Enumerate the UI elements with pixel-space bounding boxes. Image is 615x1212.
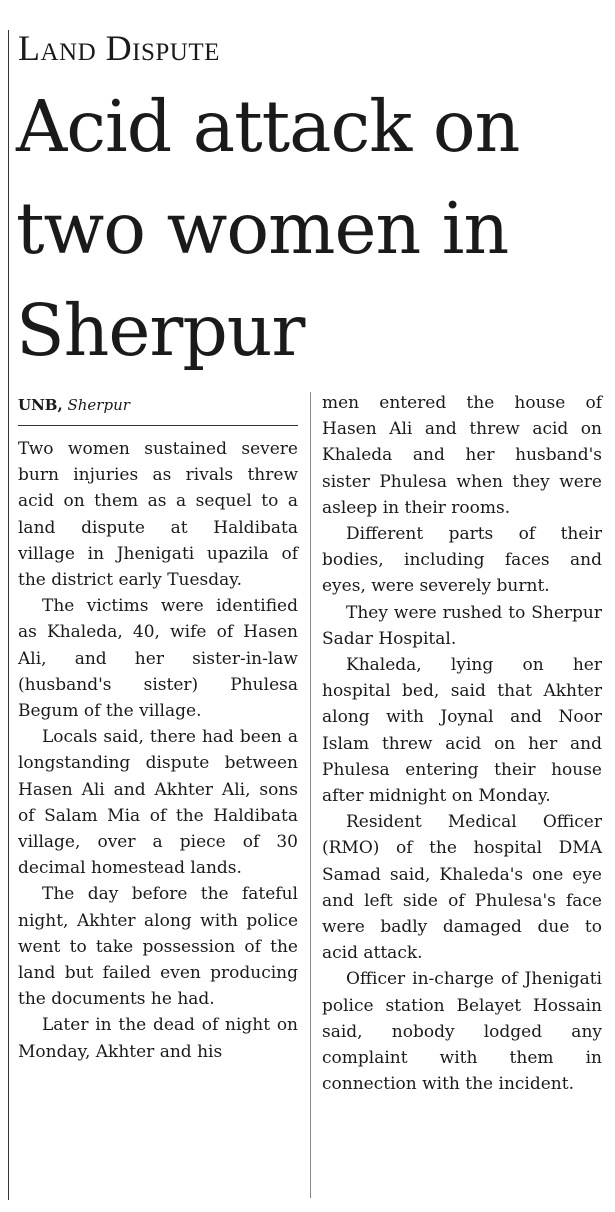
article-kicker: Land Dispute xyxy=(18,28,220,68)
paragraph-victims: The victims were identified as Khaleda, 40, wife of Hasen Ali, and her sister-in-law (husband's sister) Phulesa Begum of the village. xyxy=(18,596,298,722)
article-column-left xyxy=(18,436,298,1065)
paragraph-day-before: The day before the fateful night, Akhter along with police went to take possession of the land but failed even producing the documents he had. xyxy=(18,884,298,1010)
left-margin-rule xyxy=(8,30,9,1200)
paragraph-police: Officer in-charge of Jhenigati police station Belayet Hossain said, nobody lodged any complaint with them in connection with the incident. xyxy=(322,969,602,1095)
article-column-right xyxy=(322,390,602,1097)
byline-agency: UNB, xyxy=(18,396,63,414)
paragraph-injuries: Different parts of their bodies, including faces and eyes, were severely burnt. xyxy=(322,524,602,597)
paragraph-intro: Two women sustained severe burn injuries as rivals threw acid on them as a sequel to a land dispute at Haldibata village in Jhenigati upazila of the district early Tuesday. xyxy=(18,439,298,591)
article-byline xyxy=(18,395,130,415)
column-divider xyxy=(310,392,311,1198)
paragraph-hospital: They were rushed to Sherpur Sadar Hospital. xyxy=(322,602,602,649)
byline-place: Sherpur xyxy=(67,396,130,414)
paragraph-locals: Locals said, there had been a longstanding dispute between Hasen Ali and Akhter Ali, sons of Salam Mia of the Haldibata village, over a piece of 30 decimal homestead lands. xyxy=(18,727,298,879)
article-headline: Acid attack on two women in Sherpur xyxy=(16,85,520,372)
byline-divider xyxy=(18,425,298,426)
paragraph-khaleda-statement: Khaleda, lying on her hospital bed, said that Akhter along with Joynal and Noor Islam threw acid on her and Phulesa entering their house after midnight on Monday. xyxy=(322,655,602,807)
paragraph-continued: men entered the house of Hasen Ali and threw acid on Khaleda and her husband's sister Phulesa when they were asleep in their rooms. xyxy=(322,393,602,518)
paragraph-rmo: Resident Medical Officer (RMO) of the hospital DMA Samad said, Khaleda's one eye and left side of Phulesa's face were badly damaged due to acid attack. xyxy=(322,812,602,964)
paragraph-later: Later in the dead of night on Monday, Akhter and his xyxy=(18,1015,298,1062)
